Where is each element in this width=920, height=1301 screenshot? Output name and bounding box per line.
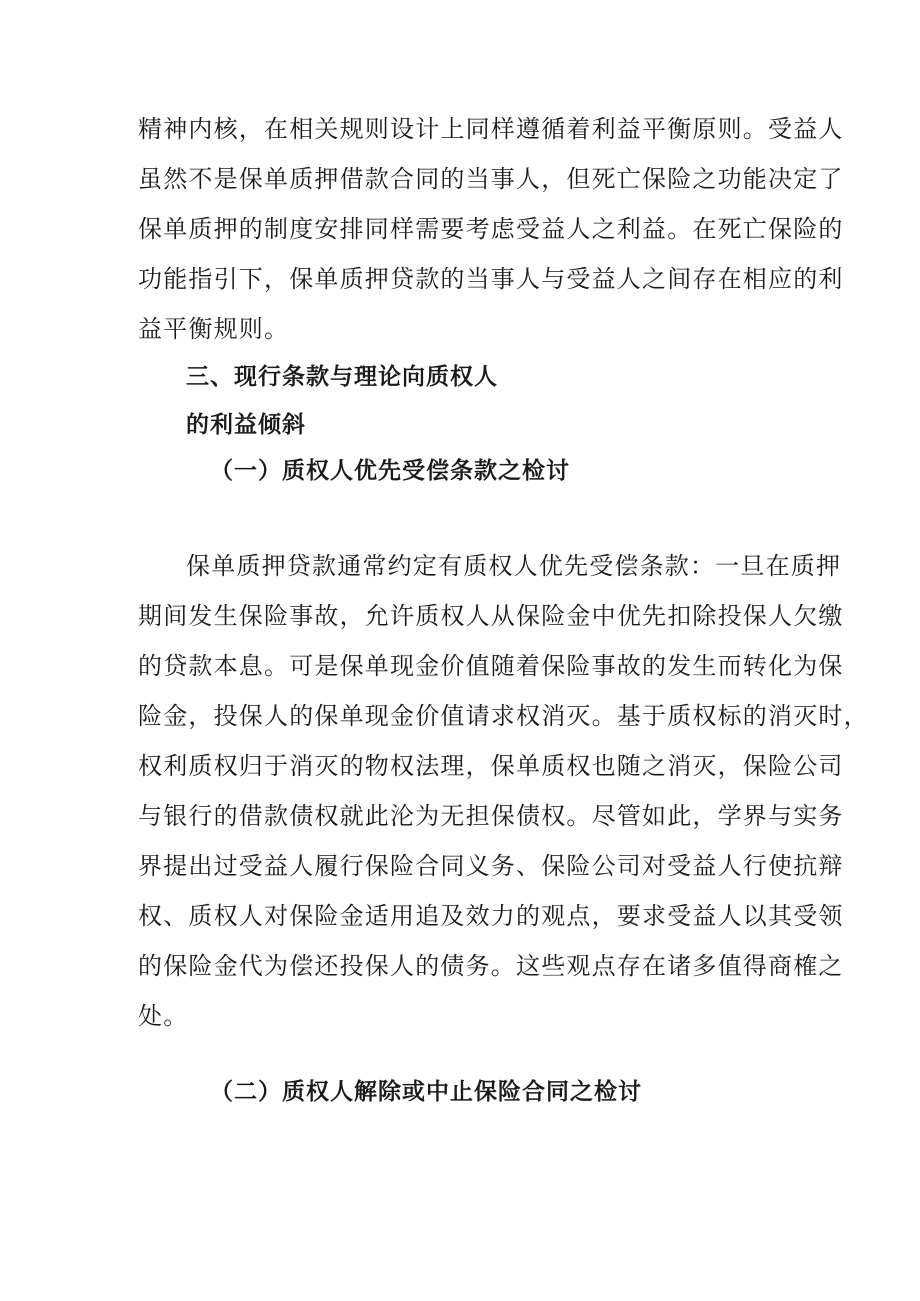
paragraph-line: 权、质权人对保险金适用追及效力的观点，要求受益人以其受领 — [138, 902, 844, 930]
paragraph-line: 的保险金代为偿还投保人的债务。这些观点存在诸多值得商榷之 — [138, 952, 844, 980]
subsection-heading: （二）质权人解除或中止保险合同之检讨 — [210, 1079, 642, 1105]
subsection-heading: （一）质权人优先受偿条款之检讨 — [210, 458, 570, 484]
section-heading-continued: 的利益倾斜 — [186, 412, 306, 438]
section-heading: 三、现行条款与理论向质权人 — [186, 364, 498, 390]
paragraph-line: 与银行的借款债权就此沦为无担保债权。尽管如此，学界与实务 — [138, 802, 844, 830]
paragraph-line: 功能指引下，保单质押贷款的当事人与受益人之间存在相应的利 — [138, 265, 844, 293]
paragraph-line: 精神内核，在相关规则设计上同样遵循着利益平衡原则。受益人 — [138, 115, 844, 143]
paragraph-line: 界提出过受益人履行保险合同义务、保险公司对受益人行使抗辩 — [138, 852, 844, 880]
paragraph-line: 险金，投保人的保单现金价值请求权消灭。基于质权标的消灭时， — [138, 702, 869, 730]
paragraph-line: 保单质押的制度安排同样需要考虑受益人之利益。在死亡保险的 — [138, 215, 844, 243]
paragraph-line: 的贷款本息。可是保单现金价值随着保险事故的发生而转化为保 — [138, 652, 844, 680]
paragraph-line: 期间发生保险事故，允许质权人从保险金中优先扣除投保人欠缴 — [138, 602, 844, 630]
paragraph-line: 益平衡规则。 — [138, 315, 290, 343]
paragraph-line: 权利质权归于消灭的物权法理，保单质权也随之消灭，保险公司 — [138, 752, 844, 780]
paragraph-line: 保单质押贷款通常约定有质权人优先受偿条款：一旦在质押 — [186, 552, 842, 580]
paragraph-line: 虽然不是保单质押借款合同的当事人，但死亡保险之功能决定了 — [138, 165, 844, 193]
paragraph-line: 处。 — [138, 1002, 189, 1030]
